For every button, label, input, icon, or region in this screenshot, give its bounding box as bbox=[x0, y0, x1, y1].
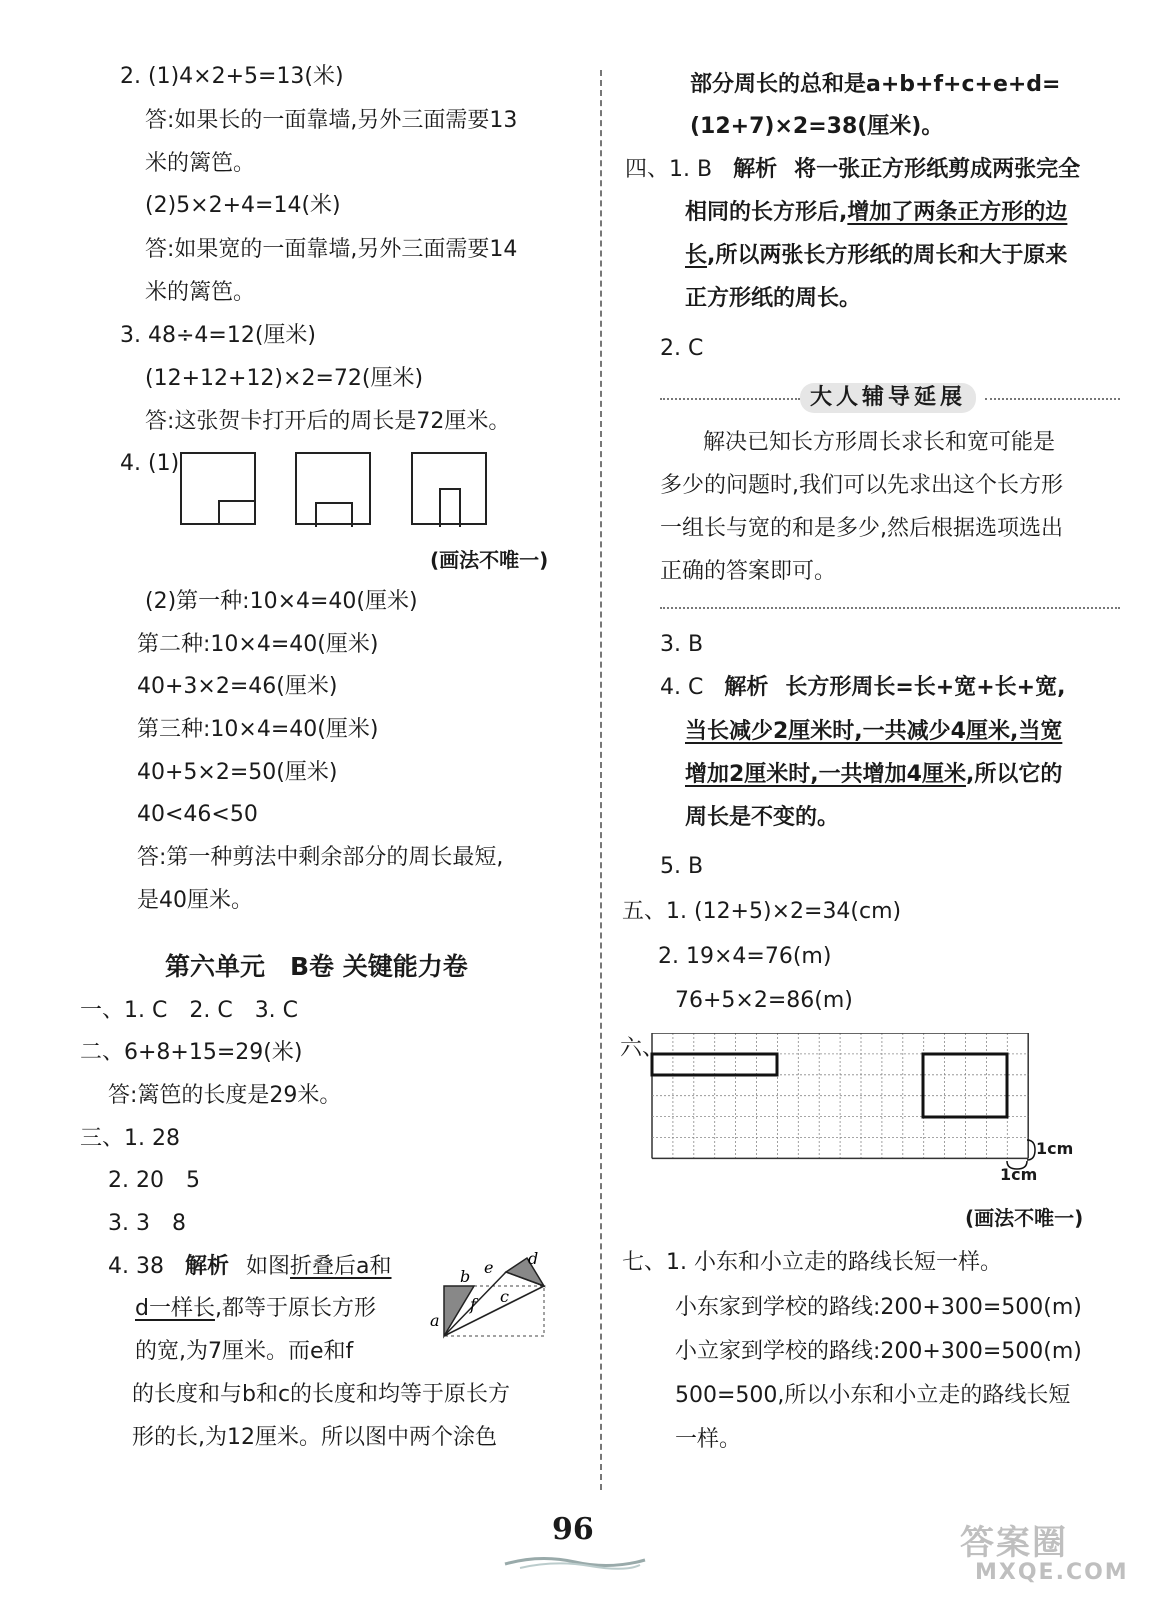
q-prev-continued-line1: 部分周长的总和是a+b+f+c+e+d= bbox=[690, 72, 1061, 97]
section-title: 第六单元 B卷 关键能力卷 bbox=[165, 952, 468, 981]
label-a: a bbox=[430, 1311, 440, 1330]
answer-rect-right bbox=[923, 1054, 1007, 1117]
part4-q3: 3. B bbox=[660, 632, 704, 657]
part3-q4-line5: 形的长,为12厘米。所以图中两个涂色 bbox=[132, 1425, 497, 1450]
part2-equation: 二、6+8+15=29(米) bbox=[80, 1040, 303, 1065]
q4-2-line7: 答:第一种剪法中剩余部分的周长最短, bbox=[137, 845, 504, 870]
q4-label: 4. (1) bbox=[120, 451, 180, 476]
page-number-swoosh-icon bbox=[500, 1552, 650, 1572]
tip-badge: 大人辅导延展 bbox=[800, 383, 976, 413]
analysis-tag: 解析 bbox=[733, 157, 778, 182]
q2-part1: 2. (1)4×2+5=13(米) bbox=[120, 64, 344, 89]
q4-figure-2-cut bbox=[315, 502, 353, 527]
q4-figure-2 bbox=[295, 452, 371, 525]
q4-2-line6: 40<46<50 bbox=[137, 802, 258, 827]
part3-q4-text-b-underlined: d一样长 bbox=[135, 1296, 215, 1321]
part5-q2-line2: 76+5×2=86(m) bbox=[675, 988, 853, 1013]
part7-line3: 小立家到学校的路线:200+300=500(m) bbox=[675, 1339, 1082, 1364]
part4-q4-line3 bbox=[685, 760, 1062, 790]
part6-label: 六、 bbox=[620, 1036, 665, 1061]
tip-line1: 解决已知长方形周长求长和宽可能是 bbox=[703, 430, 1056, 455]
part3-q4-line1 bbox=[108, 1252, 392, 1282]
part7-q1: 七、1. 小东和小立走的路线长短一样。 bbox=[622, 1250, 1002, 1275]
part4-q1-line3 bbox=[685, 241, 1067, 271]
part4-q1-number: 四、1. B bbox=[625, 157, 713, 182]
q2-part2: (2)5×2+4=14(米) bbox=[145, 193, 341, 218]
part4-q1-text-c: ,所以两张长方形纸的周长和大于原来 bbox=[707, 243, 1068, 268]
part3-q1: 三、1. 28 bbox=[80, 1126, 180, 1151]
label-c: c bbox=[500, 1287, 509, 1306]
q2-answer2-line2: 米的篱笆。 bbox=[145, 280, 256, 305]
q3-line1: 3. 48÷4=12(厘米) bbox=[120, 323, 317, 348]
label-e: e bbox=[484, 1258, 494, 1277]
part4-q4-line4: 周长是不变的。 bbox=[685, 805, 840, 830]
part3-q4-line4: 的长度和与b和c的长度和均等于原长方 bbox=[132, 1382, 511, 1407]
q3-answer: 答:这张贺卡打开后的周长是72厘米。 bbox=[145, 409, 511, 434]
grid-lines bbox=[652, 1033, 1028, 1158]
part4-q5: 5. B bbox=[660, 854, 704, 879]
shaded-triangle-right bbox=[506, 1258, 544, 1286]
tip-dotted-left bbox=[660, 398, 800, 400]
part4-q4-number: 4. C bbox=[660, 675, 704, 700]
part6-note: (画法不唯一) bbox=[965, 1206, 1084, 1230]
tip-line2: 多少的问题时,我们可以先求出这个长方形 bbox=[660, 473, 1063, 498]
part4-q1-text-c-underlined: 长 bbox=[685, 243, 708, 268]
q4-2-line1: (2)第一种:10×4=40(厘米) bbox=[145, 589, 418, 614]
part7-line5: 一样。 bbox=[675, 1427, 742, 1452]
part7-line4: 500=500,所以小东和小立走的路线长短 bbox=[675, 1383, 1071, 1408]
grid-figure bbox=[650, 1033, 1090, 1183]
watermark-url: MXQE.COM bbox=[975, 1560, 1129, 1585]
q4-figure-1-cut bbox=[218, 500, 256, 525]
label-f: f bbox=[470, 1295, 476, 1314]
part4-q4-line1 bbox=[660, 673, 1065, 703]
grid-unit-vertical: 1cm bbox=[1036, 1139, 1074, 1158]
q3-line2: (12+12+12)×2=72(厘米) bbox=[145, 366, 424, 391]
part3-q4-text-a: 如图 bbox=[246, 1254, 291, 1279]
part4-q4-line2: 当长减少2厘米时,一共减少4厘米,当宽 bbox=[685, 719, 1063, 744]
part3-q4-text-b: ,都等于原长方形 bbox=[214, 1296, 376, 1321]
q4-2-line2: 第二种:10×4=40(厘米) bbox=[137, 632, 379, 657]
tip-dotted-bottom bbox=[660, 607, 1120, 609]
q4-2-line4: 第三种:10×4=40(厘米) bbox=[137, 717, 379, 742]
part4-q1-text-b: 相同的长方形后, bbox=[685, 200, 848, 225]
part3-q4-line2 bbox=[135, 1294, 376, 1324]
part4-q1-line4: 正方形纸的周长。 bbox=[685, 286, 862, 311]
q4-note: (画法不唯一) bbox=[430, 548, 549, 572]
page-number: 96 bbox=[552, 1512, 594, 1547]
part2-answer: 答:篱笆的长度是29米。 bbox=[108, 1083, 342, 1108]
analysis-tag: 解析 bbox=[184, 1254, 229, 1279]
q2-answer2-line1: 答:如果宽的一面靠墙,另外三面需要14 bbox=[145, 237, 518, 262]
q4-figure-3 bbox=[411, 452, 487, 525]
part3-q3: 3. 3 8 bbox=[108, 1211, 186, 1236]
q4-figure-1 bbox=[180, 452, 256, 525]
column-divider bbox=[600, 70, 602, 1490]
part4-q4-text-c: ,所以它的 bbox=[965, 762, 1063, 787]
q2-answer1-line1: 答:如果长的一面靠墙,另外三面需要13 bbox=[145, 108, 518, 133]
part5-q1: 五、1. (12+5)×2=34(cm) bbox=[622, 899, 902, 924]
analysis-tag: 解析 bbox=[724, 675, 769, 700]
q4-2-line5: 40+5×2=50(厘米) bbox=[137, 760, 338, 785]
part4-q4-text-a: 长方形周长=长+宽+长+宽, bbox=[785, 675, 1066, 700]
q2-answer1-line2: 米的篱笆。 bbox=[145, 151, 256, 176]
q-prev-continued-line2: (12+7)×2=38(厘米)。 bbox=[690, 114, 944, 139]
part7-line2: 小东家到学校的路线:200+300=500(m) bbox=[675, 1295, 1082, 1320]
tip-dotted-right bbox=[985, 398, 1120, 400]
part4-q1-text-b-underlined: 增加了两条正方形的边 bbox=[847, 200, 1068, 225]
tip-line3: 一组长与宽的和是多少,然后根据选项选出 bbox=[660, 516, 1063, 541]
part4-q1-line1 bbox=[625, 155, 1080, 185]
part1-answers: 一、1. C 2. C 3. C bbox=[80, 998, 299, 1023]
part4-q4-text-c-underlined: 增加2厘米时,一共增加4厘米 bbox=[685, 762, 966, 787]
grid-unit-horizontal: 1cm bbox=[1000, 1165, 1038, 1184]
tip-line4: 正确的答案即可。 bbox=[660, 559, 837, 584]
label-b: b bbox=[460, 1267, 471, 1286]
part4-q2: 2. C bbox=[660, 336, 704, 361]
watermark-logo: 答案圈 bbox=[960, 1523, 1068, 1563]
part3-q4-number: 4. 38 bbox=[108, 1254, 164, 1279]
q4-2-line3: 40+3×2=46(厘米) bbox=[137, 674, 338, 699]
part3-q4-line3: 的宽,为7厘米。而e和f bbox=[135, 1339, 354, 1364]
part3-q2: 2. 20 5 bbox=[108, 1168, 200, 1193]
part4-q1-text-a: 将一张正方形纸剪成两张完全 bbox=[794, 157, 1081, 182]
part4-q1-line2 bbox=[685, 198, 1067, 228]
q4-2-line8: 是40厘米。 bbox=[137, 888, 253, 913]
label-d: d bbox=[528, 1249, 539, 1268]
q4-figure-3-cut bbox=[439, 488, 461, 527]
folded-rectangle-figure bbox=[424, 1246, 554, 1346]
part5-q2-line1: 2. 19×4=76(m) bbox=[658, 944, 832, 969]
part3-q4-text-a-underlined: 折叠后a和 bbox=[290, 1254, 392, 1279]
